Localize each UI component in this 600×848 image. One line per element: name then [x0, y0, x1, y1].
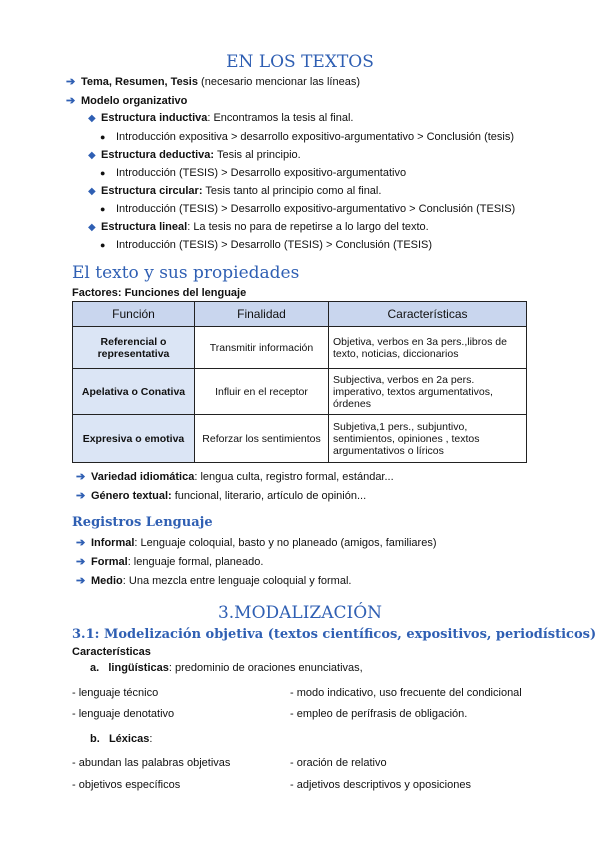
header-funcion: Función	[73, 302, 195, 327]
registro-item: ➔ Medio: Una mezcla entre lenguaje coloquial y formal.	[76, 575, 352, 587]
cell-caract: Objetiva, verbos en 3a pers.,libros de texto, noticias, diccionarios	[329, 327, 527, 369]
structure-sub: ● Introducción (TESIS) > Desarrollo expositivo-argumentativo	[100, 167, 407, 179]
item-linguisticas: a. lingüísticas: predominio de oraciones enunciativas,	[90, 662, 363, 674]
arrow-icon: ➔	[66, 95, 76, 107]
table-row	[73, 415, 527, 463]
bullet-dot-icon: ●	[100, 132, 106, 142]
caracteristicas-label: Características	[72, 646, 151, 658]
structure-sub: ● Introducción (TESIS) > Desarrollo (TESIS) > Conclusión (TESIS)	[100, 239, 433, 251]
arrow-icon: ➔	[76, 471, 86, 483]
header-caracteristicas: Características	[329, 302, 527, 327]
arrow-icon: ➔	[76, 556, 86, 568]
structure-item: ◆ Estructura circular: Tesis tanto al principio como al final.	[88, 185, 382, 197]
bullet-genero: ➔ Género textual: funcional, literario, artículo de opinión...	[76, 490, 367, 502]
section-title-modalizacion: 3.MODALIZACIÓN	[217, 603, 383, 623]
bullet-tema: ➔ Tema, Resumen, Tesis (necesario mencionar las líneas)	[66, 76, 361, 88]
cell-caract: Subjetiva,1 pers., subjuntivo, sentimientos, opiniones , textos argumentativos o líricos	[329, 415, 527, 463]
arrow-icon: ➔	[76, 537, 86, 549]
cell-funcion: Expresiva o emotiva	[73, 415, 195, 463]
structure-item: ◆ Estructura inductiva: Encontramos la tesis al final.	[88, 112, 354, 124]
table-row	[73, 327, 527, 369]
diamond-icon: ◆	[88, 113, 96, 124]
diamond-icon: ◆	[88, 222, 96, 233]
cell-finalidad: Influir en el receptor	[195, 369, 329, 415]
header-finalidad: Finalidad	[195, 302, 329, 327]
table-row	[73, 369, 527, 415]
arrow-icon: ➔	[66, 76, 76, 88]
ling-left-2: - lenguaje denotativo	[72, 708, 175, 720]
lex-right-2: - adjetivos descriptivos y oposiciones	[290, 779, 471, 791]
cell-funcion: Apelativa o Conativa	[73, 369, 195, 415]
cell-funcion: Referencial o representativa	[73, 327, 195, 369]
bullet-modelo: ➔ Modelo organizativo	[66, 95, 188, 107]
item-lexicas: b. Léxicas:	[90, 733, 153, 745]
bullet-dot-icon: ●	[100, 240, 106, 250]
lex-left-2: - objetivos específicos	[72, 779, 181, 791]
arrow-icon: ➔	[76, 490, 86, 502]
ling-left-1: - lenguaje técnico	[72, 687, 159, 699]
bullet-dot-icon: ●	[100, 168, 106, 178]
cell-finalidad: Transmitir información	[195, 327, 329, 369]
structure-item: ◆ Estructura lineal: La tesis no para de repetirse a lo largo del texto.	[88, 221, 429, 233]
section-title-propiedades: El texto y sus propiedades	[72, 263, 300, 283]
cell-caract: Subjectiva, verbos en 2a pers. imperativo, textos argumentativos, órdenes	[329, 369, 527, 415]
structure-sub: ● Introducción expositiva > desarrollo expositivo-argumentativo > Conclusión (tesis)	[100, 131, 515, 143]
page-title: EN LOS TEXTOS	[226, 52, 374, 72]
diamond-icon: ◆	[88, 150, 96, 161]
registro-item: ➔ Informal: Lenguaje coloquial, basto y no planeado (amigos, familiares)	[76, 537, 437, 549]
table-header-row	[73, 302, 527, 327]
ling-right-1: - modo indicativo, uso frecuente del condicional	[290, 687, 522, 699]
factores-label: Factores: Funciones del lenguaje	[72, 287, 247, 299]
structure-item: ◆ Estructura deductiva: Tesis al principio.	[88, 149, 301, 161]
registro-item: ➔ Formal: lenguaje formal, planeado.	[76, 556, 264, 568]
lex-right-1: - oración de relativo	[290, 757, 387, 769]
lex-left-1: - abundan las palabras objetivas	[72, 757, 231, 769]
diamond-icon: ◆	[88, 186, 96, 197]
registros-title: Registros Lenguaje	[72, 515, 213, 530]
bullet-variedad: ➔ Variedad idiomática: lengua culta, registro formal, estándar...	[76, 471, 394, 483]
arrow-icon: ➔	[76, 575, 86, 587]
structure-sub: ● Introducción (TESIS) > Desarrollo expositivo-argumentativo > Conclusión (TESIS)	[100, 203, 516, 215]
subtitle-objetiva: 3.1: Modelización objetiva (textos científicos, expositivos, periodísticos)	[72, 627, 597, 642]
cell-finalidad: Reforzar los sentimientos	[195, 415, 329, 463]
bullet-dot-icon: ●	[100, 204, 106, 214]
ling-right-2: - empleo de perífrasis de obligación.	[290, 708, 468, 720]
functions-table	[72, 301, 527, 463]
